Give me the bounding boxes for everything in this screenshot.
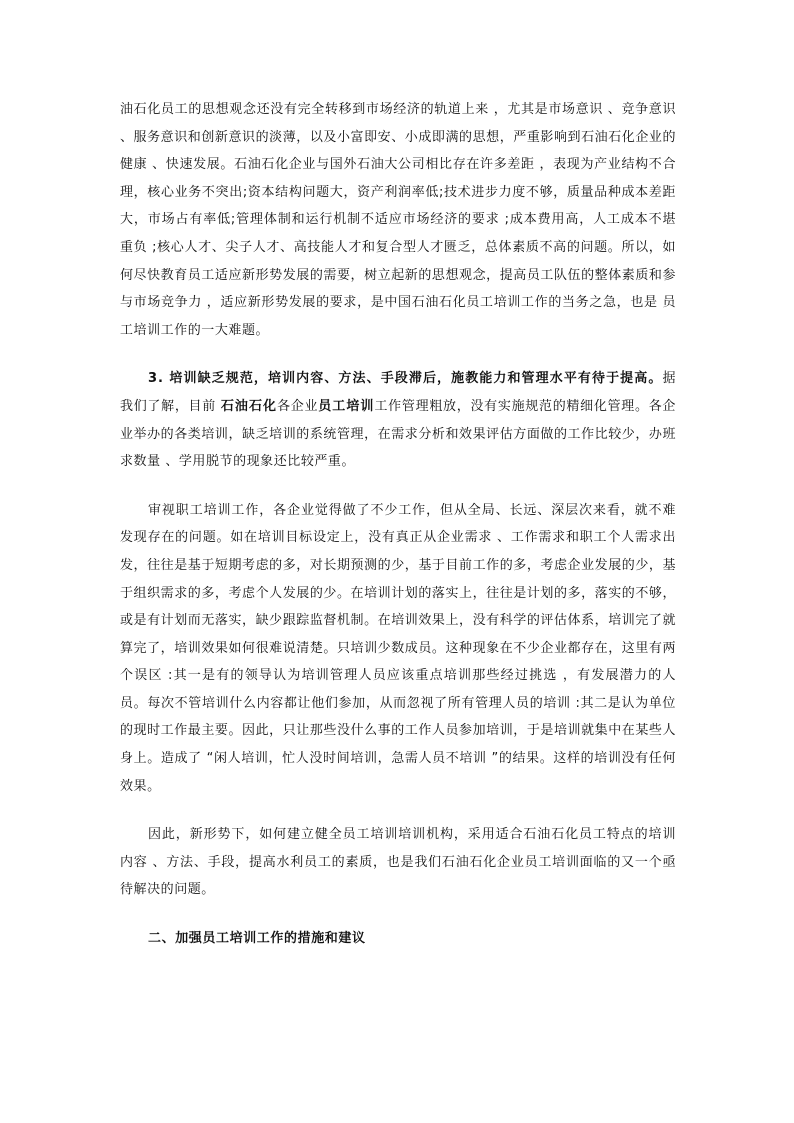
paragraph-gap — [120, 344, 676, 365]
paragraph-2-text-a: 据我们了解，目前 — [120, 371, 676, 414]
body-paragraph-4: 因此，新形势下，如何建立健全员工培训培训机构，采用适合石油石化员工特点的培训内容 、方法、手段，提高水利员工的素质，也是我们石油石化企业员工培训面临的又一个亟待解决的问题。 — [120, 827, 676, 898]
paragraph-gap — [120, 476, 676, 497]
document-body — [120, 96, 676, 953]
paragraph-gap — [120, 800, 676, 821]
section-heading: 二、加强员工培训工作的措施和建议 — [148, 931, 366, 947]
paragraph-2-text-b: 各企业 — [277, 398, 319, 414]
paragraph-gap — [120, 904, 676, 925]
paragraph-2-bold-a: 石油石化 — [220, 398, 278, 414]
numbered-point-lead: 3. 培训缺乏规范，培训内容、方法、手段滞后，施教能力和管理水平有待于提高。 — [148, 371, 663, 387]
paragraph-2-text-c: 工作管理粗放，没有实施规范的精细化管理。各企业举办的各类培训，缺乏培训的系统管理，在需求分析和效果评估方面做的工作比较少，办班求数量 、学用脱节的现象还比较严重。 — [120, 398, 676, 470]
paragraph-2-bold-b: 员工培训 — [318, 398, 375, 414]
body-paragraph-2 — [120, 365, 676, 475]
body-paragraph-1: 油石化员工的思想观念还没有完全转移到市场经济的轨道上来 ，尤其是市场意识 、竞争意识 、服务意识和创新意识的淡薄，以及小富即安、小成即满的思想，严重影响到石油石化企业的健康 、快速发展。石油石化企业与国外石油大公司相比存在许多差距 ，表现为产业结构不合理，核心业务不突出;资本结构问题大，资产利润率低;技术进步力度不够，质量品种成本差距大，市场占有率低;管理体制和运行机制不适应市场经济的要求 ;成本费用高，人工成本不堪重负 ;核心人才、尖子人才、高技能人才和复合型人才匮乏，总体素质不高的问题。所以，如何尽快教育员工适应新形势发展的需要，树立起新的思想观念，提高员工队伍的整体素质和参与市场竞争力 ，适应新形势发展的要求，是中国石油石化员工培训工作的当务之急，也是 员工培训工作的一大难题。 — [120, 102, 676, 338]
body-paragraph-3: 审视职工培训工作，各企业觉得做了不少工作，但从全局、长远、深层次来看，就不难发现存在的问题。如在培训目标设定上，没有真正从企业需求 、工作需求和职工个人需求出发，往往是基于短期考虑的多，对长期预测的少，基于目前工作的多，考虑企业发展的少，基于组织需求的多，考虑个人发展的少。在培训计划的落实上，往往是计划的多，落实的不够，或是有计划而无落实，缺少跟踪监督机制。在培训效果上，没有科学的评估体系，培训完了就算完了，培训效果如何很难说清楚。只培训少数成员。这种现象在不少企业都存在，这里有两个误区 :其一是有的领导认为培训管理人员应该重点培训那些经过挑选 ，有发展潜力的人员。每次不管培训什么内容都让他们参加，从而忽视了所有管理人员的培训 :其二是认为单位的现时工作最主要。因此，只让那些没什么事的工作人员参加培训，于是培训就集中在某些人身上。造成了 “闲人培训，忙人没时间培训，急需人员不培训 ”的结果。这样的培训没有任何效果。 — [120, 502, 676, 794]
